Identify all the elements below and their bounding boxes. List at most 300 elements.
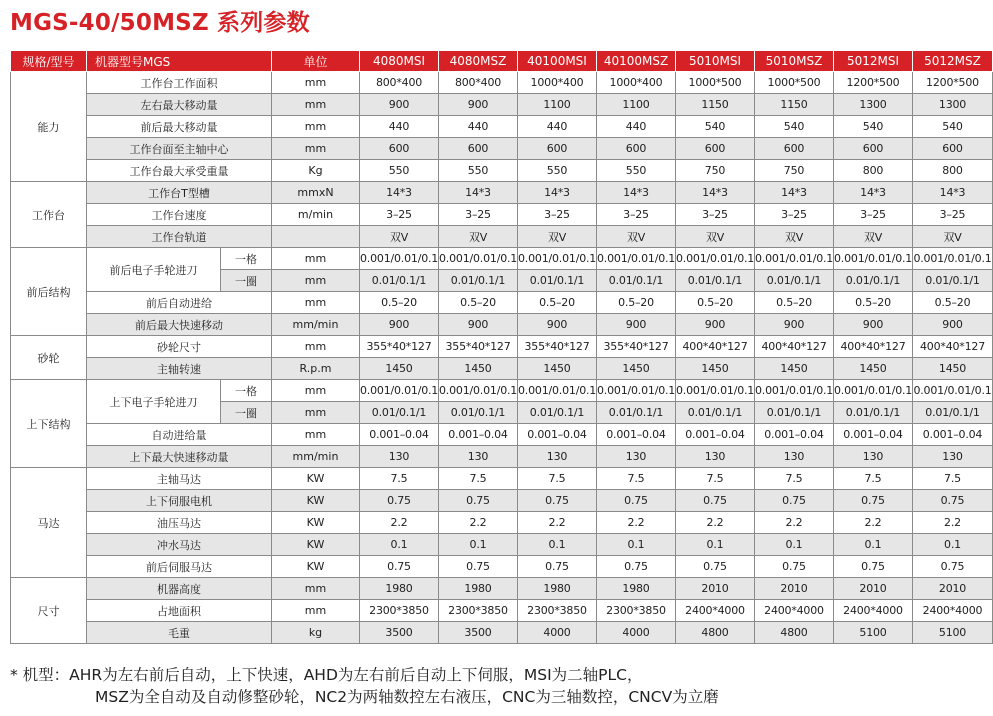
value-cell: 5100 (834, 622, 913, 644)
table-row (11, 446, 993, 468)
table-row (11, 468, 993, 490)
value-cell: 0.001–0.04 (439, 424, 518, 446)
value-cell: 0.1 (676, 534, 755, 556)
value-cell: 14*3 (676, 182, 755, 204)
value-cell: 600 (518, 138, 597, 160)
unit-cell: KW (272, 556, 360, 578)
value-cell: 2300*3850 (360, 600, 439, 622)
unit-cell: mm (272, 578, 360, 600)
group-label: 马达 (11, 468, 87, 578)
unit-cell: mm (272, 94, 360, 116)
header-model: 40100MSZ (597, 51, 676, 72)
value-cell: 1450 (676, 358, 755, 380)
item-label: 油压马达 (87, 512, 272, 534)
value-cell: 0.1 (518, 534, 597, 556)
value-cell: 0.5–20 (518, 292, 597, 314)
value-cell: 2300*3850 (518, 600, 597, 622)
value-cell: 2.2 (834, 512, 913, 534)
value-cell: 1450 (834, 358, 913, 380)
value-cell: 7.5 (518, 468, 597, 490)
table-row (11, 72, 993, 94)
value-cell: 0.1 (755, 534, 834, 556)
value-cell: 600 (360, 138, 439, 160)
item-label: 砂轮尺寸 (87, 336, 272, 358)
item-label: 工作台轨道 (87, 226, 272, 248)
value-cell: 0.5–20 (676, 292, 755, 314)
value-cell: 0.001–0.04 (913, 424, 993, 446)
value-cell: 0.001–0.04 (360, 424, 439, 446)
table-header-row (11, 51, 993, 72)
table-row (11, 358, 993, 380)
value-cell: 440 (439, 116, 518, 138)
value-cell: 130 (755, 446, 834, 468)
value-cell: 440 (518, 116, 597, 138)
value-cell: 600 (755, 138, 834, 160)
table-row (11, 512, 993, 534)
table-row (11, 94, 993, 116)
value-cell: 0.75 (360, 490, 439, 512)
value-cell: 3–25 (597, 204, 676, 226)
unit-cell: kg (272, 622, 360, 644)
header-model: 4080MSI (360, 51, 439, 72)
value-cell: 130 (439, 446, 518, 468)
value-cell: 7.5 (439, 468, 518, 490)
unit-cell: KW (272, 512, 360, 534)
value-cell: 0.001/0.01/0.1 (913, 380, 993, 402)
value-cell: 540 (676, 116, 755, 138)
value-cell: 0.001–0.04 (518, 424, 597, 446)
unit-cell: mm (272, 402, 360, 424)
value-cell: 0.75 (597, 490, 676, 512)
value-cell: 0.01/0.1/1 (913, 402, 993, 424)
value-cell: 900 (676, 314, 755, 336)
value-cell: 3500 (360, 622, 439, 644)
value-cell: 130 (360, 446, 439, 468)
unit-cell: mm (272, 72, 360, 94)
unit-cell: mm (272, 424, 360, 446)
group-label: 尺寸 (11, 578, 87, 644)
value-cell: 0.5–20 (597, 292, 676, 314)
value-cell: 7.5 (360, 468, 439, 490)
value-cell: 1150 (676, 94, 755, 116)
unit-cell: Kg (272, 160, 360, 182)
value-cell: 550 (597, 160, 676, 182)
value-cell: 0.01/0.1/1 (597, 270, 676, 292)
value-cell: 3–25 (755, 204, 834, 226)
value-cell: 2.2 (360, 512, 439, 534)
unit-cell: R.p.m (272, 358, 360, 380)
value-cell: 900 (597, 314, 676, 336)
value-cell: 0.001/0.01/0.1 (597, 380, 676, 402)
value-cell: 900 (439, 314, 518, 336)
value-cell: 0.01/0.1/1 (676, 270, 755, 292)
item-label: 主轴转速 (87, 358, 272, 380)
value-cell: 0.75 (676, 490, 755, 512)
value-cell: 1150 (755, 94, 834, 116)
value-cell: 1300 (913, 94, 993, 116)
table-row (11, 600, 993, 622)
value-cell: 0.5–20 (755, 292, 834, 314)
sub-label: 一格 (221, 380, 272, 402)
value-cell: 2400*4000 (913, 600, 993, 622)
value-cell: 0.001–0.04 (597, 424, 676, 446)
value-cell: 0.75 (360, 556, 439, 578)
value-cell: 900 (439, 94, 518, 116)
unit-cell (272, 226, 360, 248)
value-cell: 550 (439, 160, 518, 182)
value-cell: 2010 (834, 578, 913, 600)
value-cell: 0.001/0.01/0.1 (755, 248, 834, 270)
value-cell: 7.5 (913, 468, 993, 490)
header-model: 5010MSZ (755, 51, 834, 72)
unit-cell: KW (272, 534, 360, 556)
value-cell: 双V (360, 226, 439, 248)
value-cell: 800*400 (439, 72, 518, 94)
value-cell: 0.1 (834, 534, 913, 556)
value-cell: 双V (518, 226, 597, 248)
value-cell: 440 (360, 116, 439, 138)
value-cell: 800 (913, 160, 993, 182)
header-model: 40100MSI (518, 51, 597, 72)
value-cell: 0.001/0.01/0.1 (360, 248, 439, 270)
sub-label: 一圈 (221, 402, 272, 424)
value-cell: 1300 (834, 94, 913, 116)
value-cell: 0.01/0.1/1 (676, 402, 755, 424)
page-title: MGS-40/50MSZ 系列参数 (10, 10, 310, 36)
item-label: 前后最大移动量 (87, 116, 272, 138)
value-cell: 0.01/0.1/1 (439, 402, 518, 424)
value-cell: 1200*500 (834, 72, 913, 94)
value-cell: 0.75 (439, 490, 518, 512)
table-row (11, 578, 993, 600)
value-cell: 0.1 (360, 534, 439, 556)
value-cell: 130 (913, 446, 993, 468)
unit-cell: mm/min (272, 446, 360, 468)
value-cell: 2.2 (676, 512, 755, 534)
value-cell: 0.001–0.04 (834, 424, 913, 446)
table-row (11, 336, 993, 358)
value-cell: 0.5–20 (913, 292, 993, 314)
value-cell: 130 (518, 446, 597, 468)
value-cell: 2.2 (913, 512, 993, 534)
value-cell: 0.001/0.01/0.1 (834, 380, 913, 402)
value-cell: 0.001/0.01/0.1 (597, 248, 676, 270)
value-cell: 1980 (518, 578, 597, 600)
value-cell: 0.001/0.01/0.1 (360, 380, 439, 402)
value-cell: 0.1 (439, 534, 518, 556)
value-cell: 1980 (597, 578, 676, 600)
value-cell: 0.75 (834, 556, 913, 578)
value-cell: 900 (755, 314, 834, 336)
group-label: 上下结构 (11, 380, 87, 468)
unit-cell: KW (272, 468, 360, 490)
value-cell: 900 (913, 314, 993, 336)
value-cell: 900 (518, 314, 597, 336)
value-cell: 2010 (913, 578, 993, 600)
value-cell: 600 (597, 138, 676, 160)
table-row (11, 138, 993, 160)
value-cell: 双V (755, 226, 834, 248)
value-cell: 1450 (360, 358, 439, 380)
value-cell: 0.75 (913, 556, 993, 578)
value-cell: 0.01/0.1/1 (597, 402, 676, 424)
value-cell: 双V (439, 226, 518, 248)
item-label: 机器高度 (87, 578, 272, 600)
value-cell: 0.75 (439, 556, 518, 578)
value-cell: 14*3 (597, 182, 676, 204)
value-cell: 0.01/0.1/1 (755, 402, 834, 424)
sub-label: 一圈 (221, 270, 272, 292)
value-cell: 双V (913, 226, 993, 248)
header-unit: 单位 (272, 51, 360, 72)
value-cell: 0.001–0.04 (755, 424, 834, 446)
value-cell: 1100 (518, 94, 597, 116)
unit-cell: KW (272, 490, 360, 512)
value-cell: 600 (439, 138, 518, 160)
item-label: 主轴马达 (87, 468, 272, 490)
value-cell: 3500 (439, 622, 518, 644)
value-cell: 440 (597, 116, 676, 138)
unit-cell: mm (272, 270, 360, 292)
value-cell: 1000*400 (518, 72, 597, 94)
table-row (11, 424, 993, 446)
table-row (11, 534, 993, 556)
table-row (11, 116, 993, 138)
value-cell: 4800 (755, 622, 834, 644)
value-cell: 2400*4000 (755, 600, 834, 622)
unit-cell: mmxN (272, 182, 360, 204)
value-cell: 0.001/0.01/0.1 (834, 248, 913, 270)
spec-table (10, 50, 993, 644)
value-cell: 0.5–20 (834, 292, 913, 314)
value-cell: 900 (360, 314, 439, 336)
value-cell: 0.01/0.1/1 (834, 270, 913, 292)
header-spec: 规格/型号 (11, 51, 87, 72)
item-label: 工作台工作面积 (87, 72, 272, 94)
unit-cell: mm (272, 600, 360, 622)
value-cell: 4000 (518, 622, 597, 644)
table-row (11, 314, 993, 336)
value-cell: 0.01/0.1/1 (518, 402, 597, 424)
value-cell: 2.2 (439, 512, 518, 534)
header-model: 5012MSZ (913, 51, 993, 72)
value-cell: 550 (518, 160, 597, 182)
item-label: 前后最大快速移动 (87, 314, 272, 336)
item-label: 工作台最大承受重量 (87, 160, 272, 182)
table-row (11, 182, 993, 204)
value-cell: 7.5 (676, 468, 755, 490)
item-label: 工作台面至主轴中心 (87, 138, 272, 160)
table-row (11, 204, 993, 226)
group-label: 能力 (11, 72, 87, 182)
table-row (11, 380, 993, 402)
value-cell: 600 (834, 138, 913, 160)
value-cell: 1000*500 (676, 72, 755, 94)
value-cell: 0.01/0.1/1 (439, 270, 518, 292)
value-cell: 2300*3850 (597, 600, 676, 622)
value-cell: 0.75 (676, 556, 755, 578)
value-cell: 0.75 (913, 490, 993, 512)
value-cell: 0.001/0.01/0.1 (518, 248, 597, 270)
value-cell: 7.5 (834, 468, 913, 490)
value-cell: 0.75 (834, 490, 913, 512)
footnote-line-1: * 机型：AHR为左右前后自动，上下快速，AHD为左右前后自动上下伺服，MSI为二轴PLC， (10, 666, 643, 684)
group-label: 工作台 (11, 182, 87, 248)
value-cell: 400*40*127 (834, 336, 913, 358)
value-cell: 0.001/0.01/0.1 (518, 380, 597, 402)
value-cell: 900 (360, 94, 439, 116)
item-label: 冲水马达 (87, 534, 272, 556)
group-label: 前后结构 (11, 248, 87, 336)
value-cell: 800*400 (360, 72, 439, 94)
value-cell: 400*40*127 (913, 336, 993, 358)
value-cell: 0.01/0.1/1 (518, 270, 597, 292)
value-cell: 540 (913, 116, 993, 138)
value-cell: 14*3 (755, 182, 834, 204)
value-cell: 5100 (913, 622, 993, 644)
value-cell: 0.75 (518, 490, 597, 512)
value-cell: 355*40*127 (518, 336, 597, 358)
table-row (11, 556, 993, 578)
value-cell: 0.001/0.01/0.1 (439, 380, 518, 402)
value-cell: 2010 (676, 578, 755, 600)
value-cell: 0.75 (597, 556, 676, 578)
value-cell: 3–25 (676, 204, 755, 226)
header-model: 4080MSZ (439, 51, 518, 72)
table-row (11, 248, 993, 270)
item-label: 前后伺服马达 (87, 556, 272, 578)
item-label: 工作台速度 (87, 204, 272, 226)
value-cell: 1200*500 (913, 72, 993, 94)
value-cell: 1450 (755, 358, 834, 380)
item-label: 左右最大移动量 (87, 94, 272, 116)
value-cell: 540 (755, 116, 834, 138)
value-cell: 355*40*127 (439, 336, 518, 358)
footnote (10, 664, 719, 708)
value-cell: 3–25 (360, 204, 439, 226)
value-cell: 900 (834, 314, 913, 336)
value-cell: 550 (360, 160, 439, 182)
value-cell: 2300*3850 (439, 600, 518, 622)
unit-cell: mm (272, 292, 360, 314)
header-model: 5012MSI (834, 51, 913, 72)
header-machine: 机器型号MGS (87, 51, 272, 72)
value-cell: 2.2 (518, 512, 597, 534)
value-cell: 3–25 (518, 204, 597, 226)
value-cell: 0.001/0.01/0.1 (676, 380, 755, 402)
value-cell: 0.5–20 (439, 292, 518, 314)
value-cell: 14*3 (834, 182, 913, 204)
value-cell: 0.1 (597, 534, 676, 556)
item-label: 上下最大快速移动量 (87, 446, 272, 468)
value-cell: 1000*400 (597, 72, 676, 94)
unit-cell: mm (272, 138, 360, 160)
value-cell: 0.75 (518, 556, 597, 578)
value-cell: 0.01/0.1/1 (360, 270, 439, 292)
table-row (11, 622, 993, 644)
value-cell: 1980 (360, 578, 439, 600)
value-cell: 0.001/0.01/0.1 (755, 380, 834, 402)
value-cell: 0.1 (913, 534, 993, 556)
value-cell: 600 (676, 138, 755, 160)
item-label: 占地面积 (87, 600, 272, 622)
value-cell: 1450 (913, 358, 993, 380)
value-cell: 0.01/0.1/1 (360, 402, 439, 424)
value-cell: 3–25 (834, 204, 913, 226)
value-cell: 7.5 (755, 468, 834, 490)
item-label: 前后自动进给 (87, 292, 272, 314)
header-model: 5010MSI (676, 51, 755, 72)
value-cell: 1450 (439, 358, 518, 380)
value-cell: 750 (676, 160, 755, 182)
value-cell: 0.001/0.01/0.1 (439, 248, 518, 270)
table-row (11, 160, 993, 182)
value-cell: 3–25 (913, 204, 993, 226)
value-cell: 355*40*127 (597, 336, 676, 358)
value-cell: 0.001/0.01/0.1 (913, 248, 993, 270)
value-cell: 1000*500 (755, 72, 834, 94)
table-row (11, 226, 993, 248)
value-cell: 600 (913, 138, 993, 160)
value-cell: 0.75 (755, 490, 834, 512)
value-cell: 0.5–20 (360, 292, 439, 314)
value-cell: 4800 (676, 622, 755, 644)
item-label: 毛重 (87, 622, 272, 644)
unit-cell: mm (272, 116, 360, 138)
value-cell: 2400*4000 (834, 600, 913, 622)
item-label: 上下伺服电机 (87, 490, 272, 512)
value-cell: 400*40*127 (676, 336, 755, 358)
value-cell: 14*3 (518, 182, 597, 204)
value-cell: 双V (597, 226, 676, 248)
value-cell: 540 (834, 116, 913, 138)
item-label: 自动进给量 (87, 424, 272, 446)
value-cell: 双V (676, 226, 755, 248)
item-label: 上下电子手轮进刀 (87, 380, 221, 424)
value-cell: 400*40*127 (755, 336, 834, 358)
value-cell: 800 (834, 160, 913, 182)
unit-cell: mm (272, 336, 360, 358)
value-cell: 130 (834, 446, 913, 468)
item-label: 工作台T型槽 (87, 182, 272, 204)
value-cell: 2400*4000 (676, 600, 755, 622)
unit-cell: mm (272, 248, 360, 270)
unit-cell: mm/min (272, 314, 360, 336)
value-cell: 130 (597, 446, 676, 468)
value-cell: 130 (676, 446, 755, 468)
value-cell: 0.01/0.1/1 (755, 270, 834, 292)
value-cell: 14*3 (439, 182, 518, 204)
table-row (11, 490, 993, 512)
value-cell: 7.5 (597, 468, 676, 490)
sub-label: 一格 (221, 248, 272, 270)
value-cell: 0.001/0.01/0.1 (676, 248, 755, 270)
table-row (11, 292, 993, 314)
value-cell: 3–25 (439, 204, 518, 226)
table-body (11, 72, 993, 644)
value-cell: 2.2 (755, 512, 834, 534)
value-cell: 14*3 (913, 182, 993, 204)
group-label: 砂轮 (11, 336, 87, 380)
value-cell: 2010 (755, 578, 834, 600)
value-cell: 0.001–0.04 (676, 424, 755, 446)
value-cell: 0.01/0.1/1 (834, 402, 913, 424)
value-cell: 1450 (597, 358, 676, 380)
value-cell: 355*40*127 (360, 336, 439, 358)
unit-cell: m/min (272, 204, 360, 226)
value-cell: 1980 (439, 578, 518, 600)
value-cell: 双V (834, 226, 913, 248)
